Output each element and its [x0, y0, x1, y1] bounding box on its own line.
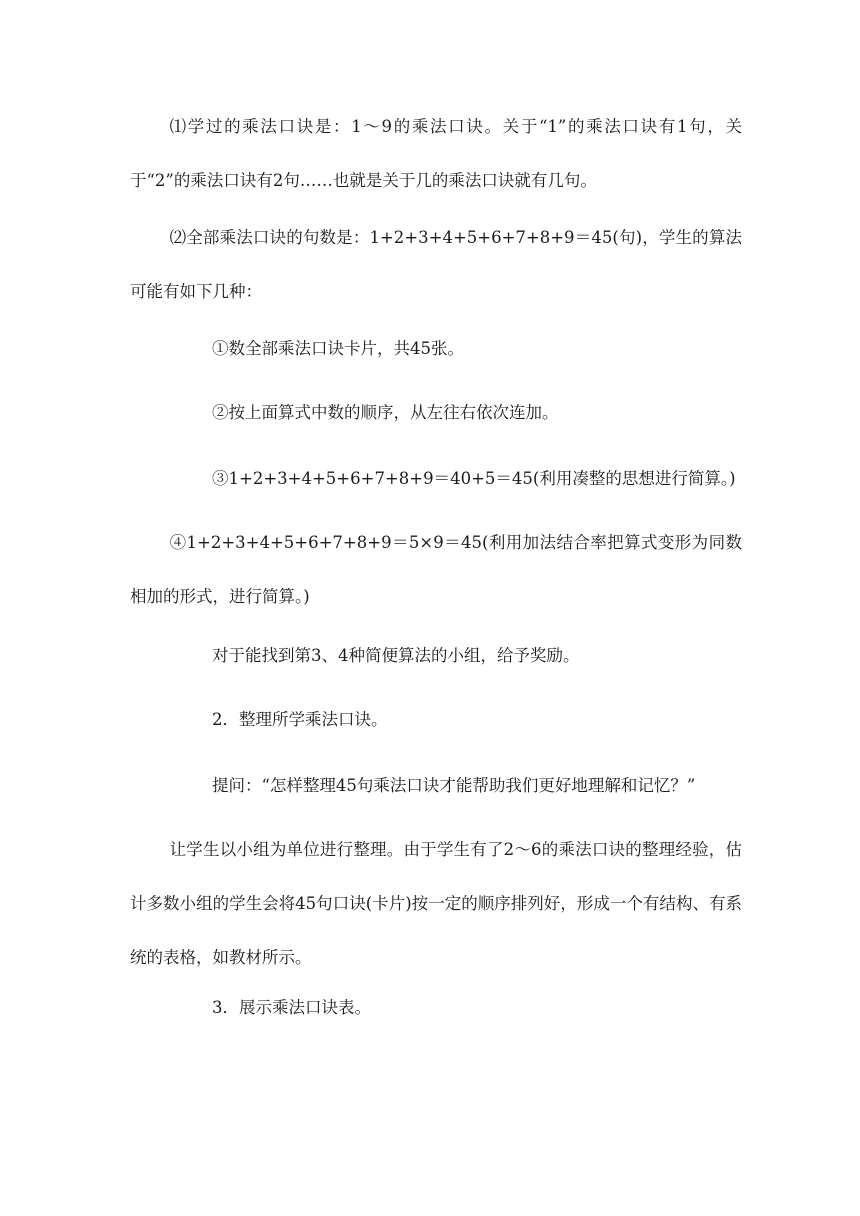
paragraph-method-2: ②按上面算式中数的顺序，从左往右依次连加。	[212, 403, 559, 422]
section-heading-display-table: 3．展示乘法口诀表。	[212, 998, 371, 1017]
paragraph-total-count: ⑵全部乘法口诀的句数是：1+2+3+4+5+6+7+8+9＝45(句)，学生的算法可能有如下几种：	[130, 228, 742, 301]
paragraph-method-3: ③1+2+3+4+5+6+7+8+9＝40+5＝45(利用凑整的思想进行简算。)	[212, 469, 736, 488]
section-heading-organize: 2．整理所学乘法口诀。	[212, 710, 388, 729]
paragraph-group-work: 让学生以小组为单位进行整理。由于学生有了2～6的乘法口诀的整理经验，估计多数小组的学生会将45句口诀(卡片)按一定的顺序排列好，形成一个有结构、有系统的表格，如教材所示。	[130, 840, 742, 967]
paragraph-method-4: ④1+2+3+4+5+6+7+8+9＝5×9＝45(利用加法结合率把算式变形为同数相加的形式，进行简算。)	[130, 533, 742, 606]
paragraph-method-1: ①数全部乘法口诀卡片，共45张。	[212, 339, 464, 358]
paragraph-question: 提问：“怎样整理45句乘法口诀才能帮助我们更好地理解和记忆？”	[212, 776, 696, 795]
paragraph-multiplication-rhymes-intro: ⑴学过的乘法口诀是：1～9的乘法口诀。关于“1”的乘法口诀有1句，关于“2”的乘法口诀有2句……也就是关于几的乘法口诀就有几句。	[130, 117, 742, 190]
paragraph-reward: 对于能找到第3、4种简便算法的小组，给予奖励。	[212, 646, 580, 665]
